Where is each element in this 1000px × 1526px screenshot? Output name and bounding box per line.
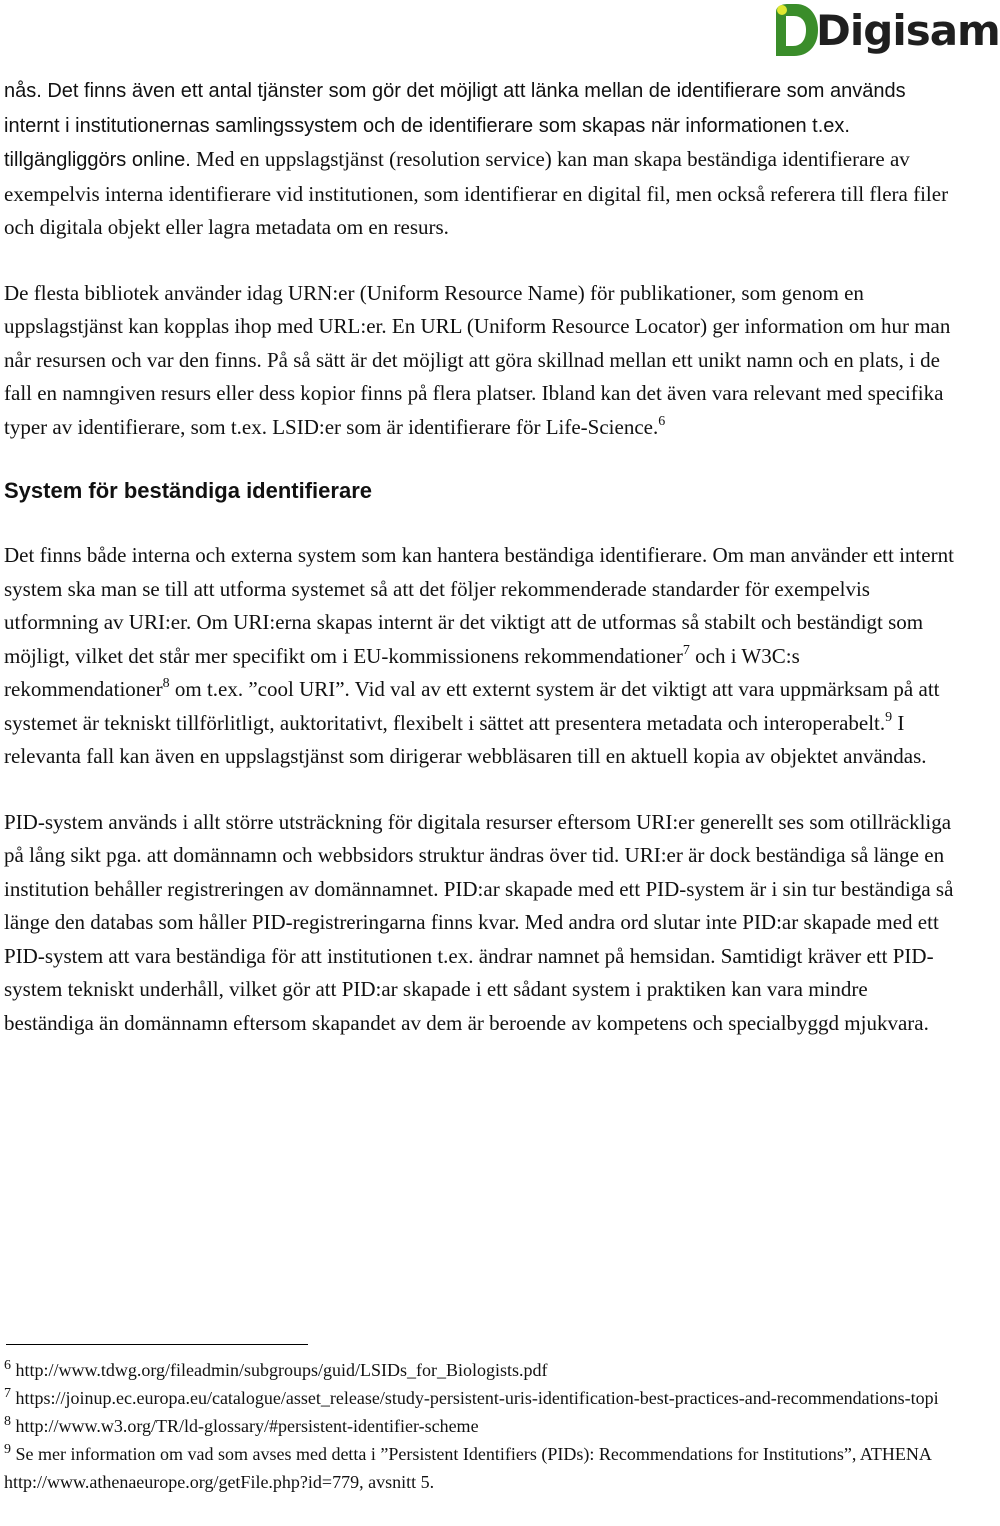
footnote-6 [4,1356,956,1384]
paragraph-1 [4,74,956,245]
footnote-number: 9 [4,1442,11,1457]
paragraph-4-text: PID-system används i allt större utsträckning för digitala resurser eftersom URI:er generellt ses som otillräckliga på lång sikt pga. att domännamn och webbsidors struktur ändras över tid. URI:er är dock beständiga så länge en institution behåller registreringen av domännamnet. PID:ar skapade med ett PID-system är i sin tur beständiga så länge den databas som håller PID-registreringarna finns kvar. Med andra ord slutar inte PID:ar skapade med ett PID-system att vara beständiga för att institutionen t.ex. ändrar namnet på hemsidan. Samtidigt kräver ett PID-system tekniskt underhåll, vilket gör att PID:ar skapade i ett sådant system i praktiken kan vara mindre beständiga än domännamn eftersom skapandet av dem är beroende av kompetens och specialbyggd mjukvara. [4,809,954,1035]
paragraph-3-part-a: Det finns både interna och externa system som kan hantera beständiga identifierare. Om man använder ett internt system ska man se till att utforma systemet så att det följer rekommenderade standarder för exempelvis utformning av URI:er. Om URI:erna skapas internt är det viktigt att de utformas så stabilt och beständigt som möjligt, vilket det står mer specifikt om i EU-kommissionens rekommendationer [4,543,954,668]
footnote-number: 6 [4,1358,11,1373]
paragraph-3-part-c: om t.ex. ”cool URI”. Vid val av ett externt system är det viktigt att vara uppmärksam på att systemet är tekniskt tillförlitligt, auktoritativt, flexibelt i sättet att presentera metadata och interoperabelt. [4,677,940,735]
section-heading: System för beständiga identifierare [4,478,372,503]
paragraph-3 [4,539,956,774]
footnote-link[interactable]: https://joinup.ec.europa.eu/catalogue/asset_release/study-persistent-uris-identification-best-practices-and-recommendations-topi [11,1388,939,1408]
document-body [4,74,956,1072]
footnote-divider [6,1344,308,1345]
footnote-ref-7[interactable]: 7 [682,642,690,658]
footnote-link[interactable]: http://www.tdwg.org/fileadmin/subgroups/guid/LSIDs_for_Biologists.pdf [11,1360,548,1380]
footnote-ref-8[interactable]: 8 [162,676,170,691]
digisam-logo [770,2,1000,62]
footnote-ref-6[interactable]: 6 [658,413,666,429]
footnote-8 [4,1412,956,1440]
footnote-number: 7 [4,1386,11,1401]
logo-text: Digisam [816,6,1000,55]
footnote-link[interactable]: http://www.w3.org/TR/ld-glossary/#persistent-identifier-scheme [11,1416,479,1436]
footnote-9 [4,1440,956,1496]
footnote-text: Se mer information om vad som avses med detta i ”Persistent Identifiers (PIDs): Recommendations for Institutions”, ATHENA http://www.athenaeurope.org/getFile.php?id=779, avsnitt 5. [4,1444,931,1492]
paragraph-1-lead: nås. Det finns även ett antal tjänster som gör det möjligt att länka mellan de identifierare som används internt i institutionernas samlingssystem och de identifierare som skapas när informationen t.ex. tillgängliggörs online. [4,80,906,171]
paragraph-2 [4,277,956,445]
footnote-ref-9[interactable]: 9 [885,709,893,725]
paragraph-3-part-d: I relevanta fall kan även en uppslagstjänst som dirigerar webbläsaren till en aktuell kopia av objektet användas. [4,710,927,768]
paragraph-3-part-b: och i W3C:s rekommendationer [4,643,800,701]
paragraph-1-rest: Med en uppslagstjänst (resolution service) kan man skapa beständiga identifierare av exempelvis interna identifierare vid institutionen, som identifierar en digital fil, men också referera till flera filer och digitala objekt eller lagra metadata om en resurs. [4,147,949,239]
paragraph-2-text: De flesta bibliotek använder idag URN:er (Uniform Resource Name) för publikationer, som genom en uppslagstjänst kan kopplas ihop med URL:er. En URL (Uniform Resource Locator) ger information om hur man når resursen och var den finns. På så sätt är det möjligt att göra skillnad mellan ett unikt namn och en plats, i de fall en namngiven resurs eller dess kopior finns på flera platser. Ibland kan det även vara relevant med specifika typer av identifierare, som t.ex. LSID:er som är identifierare för Life-Science. [4,280,951,439]
footnotes [4,1356,956,1496]
footnote-7 [4,1384,956,1412]
footnote-number: 8 [4,1414,11,1429]
paragraph-4 [4,806,956,1041]
